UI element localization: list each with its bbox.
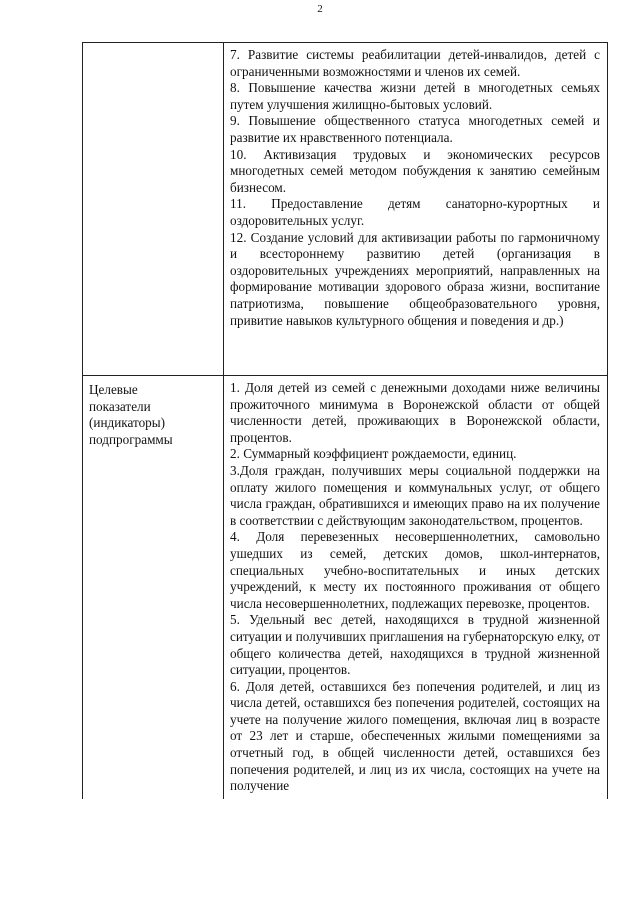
list-item: 11. Предоставление детям санаторно-курортных и оздоровительных услуг.: [230, 196, 600, 228]
list-item: 3.Доля граждан, получивших меры социальной поддержки на оплату жилого помещения и коммунальных услуг, от общего числа граждан, обратившихся и имеющих право на их получение в соответствии с действующим законодательством, процентов.: [230, 462, 600, 528]
row-content-cell: [224, 376, 608, 799]
list-item: 7. Развитие системы реабилитации детей-инвалидов, детей с ограниченными возможностями и членов их семей.: [230, 47, 600, 79]
list-item: 8. Повышение качества жизни детей в многодетных семьях путем улучшения жилищно-бытовых условий.: [230, 80, 600, 112]
row-label-line: подпрограммы: [89, 431, 173, 447]
row-label-line: Целевые: [89, 382, 138, 397]
table-row: [83, 43, 608, 376]
row-label-line: показатели: [89, 398, 151, 414]
list-item: 9. Повышение общественного статуса многодетных семей и развитие их нравственного потенциала.: [230, 113, 600, 145]
row-label-cell: [83, 376, 224, 799]
list-item: 1. Доля детей из семей с денежными доходами ниже величины прожиточного минимума в Воронежской области от общей численности детей, проживающих в Воронежской области, процентов.: [230, 380, 600, 445]
list-item: 2. Суммарный коэффициент рождаемости, единиц.: [230, 446, 517, 462]
row-label-line: (индикаторы): [89, 415, 166, 431]
list-item: 4. Доля перевезенных несовершеннолетних, самовольно ушедших из семей, детских домов, школ-интернатов, специальных учебно-воспитательных и иных детских учреждений, к месту их постоянного проживания от общего числа несовершеннолетних, подлежащих перевозке, процентов.: [230, 529, 600, 611]
list-item: 6. Доля детей, оставшихся без попечения родителей, и лиц из числа детей, оставшихся без попечения родителей, состоящих на учете на получение жилого помещения, включая лиц в возрасте от 23 лет и старше, обеспеченных жилыми помещениями за отчетный год, в общей численности детей, оставшихся без попечения родителей, и лиц из их числа, состоящих на учете на получение: [230, 678, 600, 794]
table-row: [83, 376, 608, 799]
list-item: 5. Удельный вес детей, находящихся в трудной жизненной ситуации и получивших приглашения на губернаторскую елку, от общего количества детей, находящихся в трудной жизненной ситуации, процентов.: [230, 612, 600, 678]
list-item: 10. Активизация трудовых и экономических ресурсов многодетных семей методом побуждения к занятию семейным бизнесом.: [230, 146, 600, 195]
list-item: 12. Создание условий для активизации работы по гармоничному и всестороннему развитию детей (организация в оздоровительных учреждениях мероприятий, направленных на формирование мотивации здорового образа жизни, воспитание патриотизма, повышение общеобразовательного уровня, привитие навыков культурного общения и поведения и др.): [230, 229, 600, 328]
row-content-cell: [224, 43, 608, 376]
program-table: [82, 42, 608, 799]
row-label-cell: [83, 43, 224, 376]
page-number: 2: [317, 3, 323, 15]
